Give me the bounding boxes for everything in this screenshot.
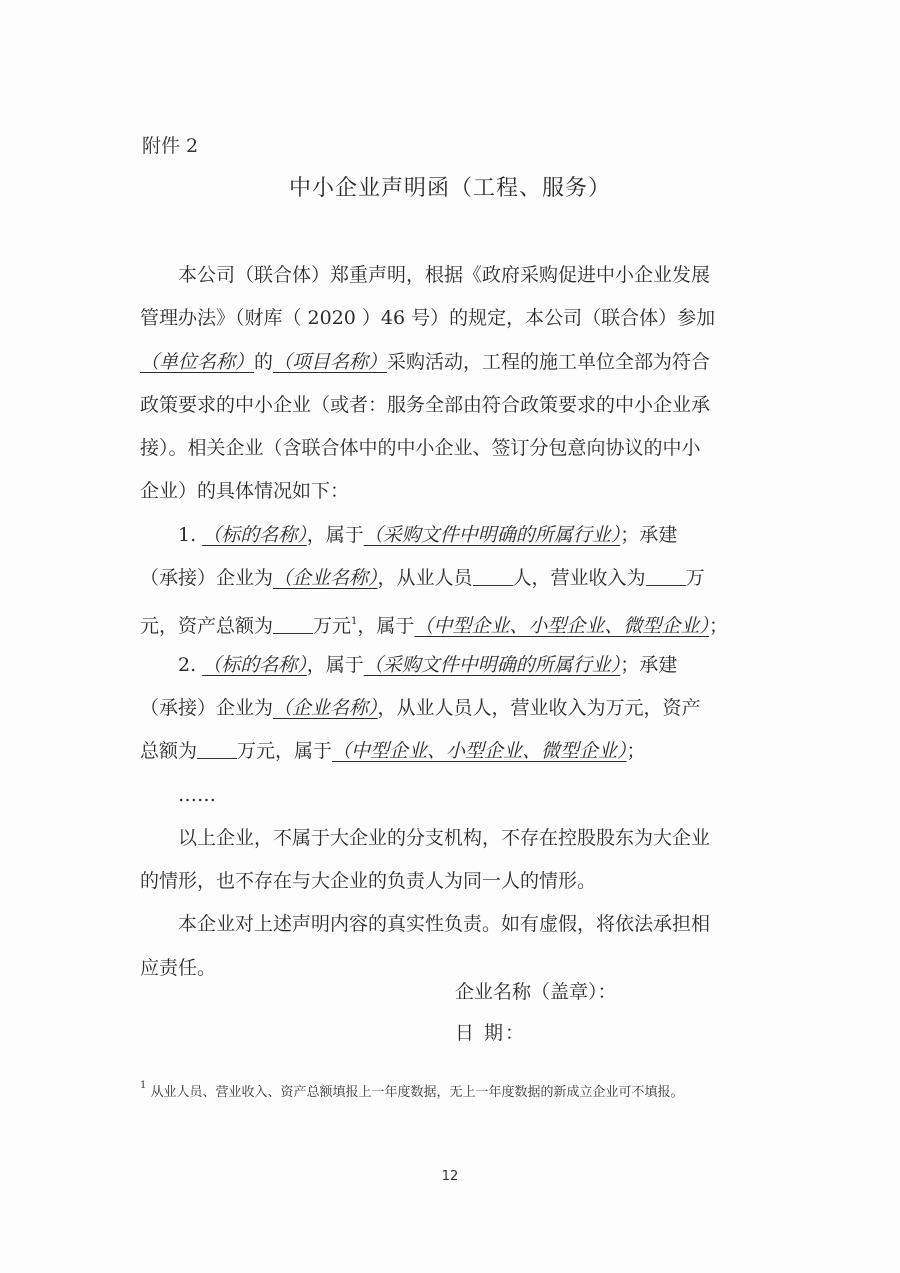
item-1-assets-blank[interactable] — [273, 615, 313, 634]
unit-name-field[interactable]: （单位名称） — [140, 350, 255, 373]
intro-line-5: 接）。相关企业（含联合体中的中小企业、签订分包意向协议的中小 — [140, 437, 701, 460]
item-2-line-3: 总额为 万元，属于（中型企业、小型企业、微型企业）； — [140, 740, 646, 763]
item-2-company-field[interactable]: （企业名称） — [273, 696, 378, 719]
attachment-label: 附件 2 — [142, 135, 199, 157]
intro-line-6: 企业）的具体情况如下： — [140, 480, 350, 503]
item-1-industry-field[interactable]: （采购文件中明确的所属行业） — [363, 523, 621, 546]
intro-line-3: （单位名称）的（项目名称）采购活动，工程的施工单位全部为符合 — [140, 350, 711, 373]
intro-line-1: 本公司（联合体）郑重声明，根据《政府采购促进中小企业发展 — [178, 264, 711, 286]
company-seal-label: 企业名称（盖章）： — [455, 981, 617, 1003]
item-1-line-3: 元，资产总额为 万元$^1$，属于（中型企业、小型企业、微型企业）； — [140, 615, 728, 638]
item-1-subject-field[interactable]: （标的名称） — [202, 523, 307, 546]
item-1-revenue-blank[interactable] — [646, 567, 686, 586]
item-1-staff-blank[interactable] — [473, 567, 513, 586]
statement-line-2: 的情形，也不存在与大企业的负责人为同一人的情形。 — [140, 870, 597, 893]
item-1-size-field[interactable]: （中型企业、小型企业、微型企业） — [414, 615, 709, 638]
item-1-line-2: （承接）企业为（企业名称），从业人员 人，营业收入为 万 — [140, 567, 705, 590]
intro-line-4: 政策要求的中小企业（或者：服务全部由符合政策要求的中小企业承 — [140, 393, 711, 416]
footnote-ref[interactable]: 1 — [351, 616, 358, 628]
item-2-subject-field[interactable]: （标的名称） — [202, 653, 307, 676]
document-title: 中小企业声明函（工程、服务） — [288, 176, 611, 201]
statement-line-1: 以上企业，不属于大企业的分支机构，不存在控股股东为大企业 — [178, 826, 711, 849]
item-1-company-field[interactable]: （企业名称） — [273, 567, 378, 590]
page-number: 12 — [441, 1169, 459, 1184]
item-2-line-2: （承接）企业为（企业名称），从业人员人，营业收入为万元，资产 — [140, 696, 701, 719]
ellipsis: …… — [178, 783, 216, 806]
item-2-size-field[interactable]: （中型企业、小型企业、微型企业） — [332, 740, 627, 763]
item-2-assets-blank[interactable] — [197, 740, 237, 759]
project-name-field[interactable]: （项目名称） — [273, 350, 388, 373]
item-2-line-1: 2. （标的名称），属于（采购文件中明确的所属行业）；承建 — [178, 653, 678, 676]
item-2-industry-field[interactable]: （采购文件中明确的所属行业） — [363, 653, 621, 676]
date-label: 日 期： — [455, 1022, 527, 1044]
declaration-body — [140, 254, 765, 990]
footnote-text: 从业人员、营业收入、资产总额填报上一年度数据，无上一年度数据的新成立企业可不填报。 — [150, 1085, 684, 1100]
intro-line-2: 管理办法》（财库（ 2020 ）46 号）的规定，本公司（联合体）参加 — [140, 307, 716, 330]
statement-line-4: 应责任。 — [140, 956, 217, 979]
footnote-mark: 1 — [140, 1080, 147, 1091]
statement-line-3: 本企业对上述声明内容的真实性负责。如有虚假，将依法承担相 — [178, 913, 711, 936]
footnote — [140, 1073, 768, 1105]
item-1-line-1: 1. （标的名称），属于（采购文件中明确的所属行业）；承建 — [178, 523, 678, 546]
